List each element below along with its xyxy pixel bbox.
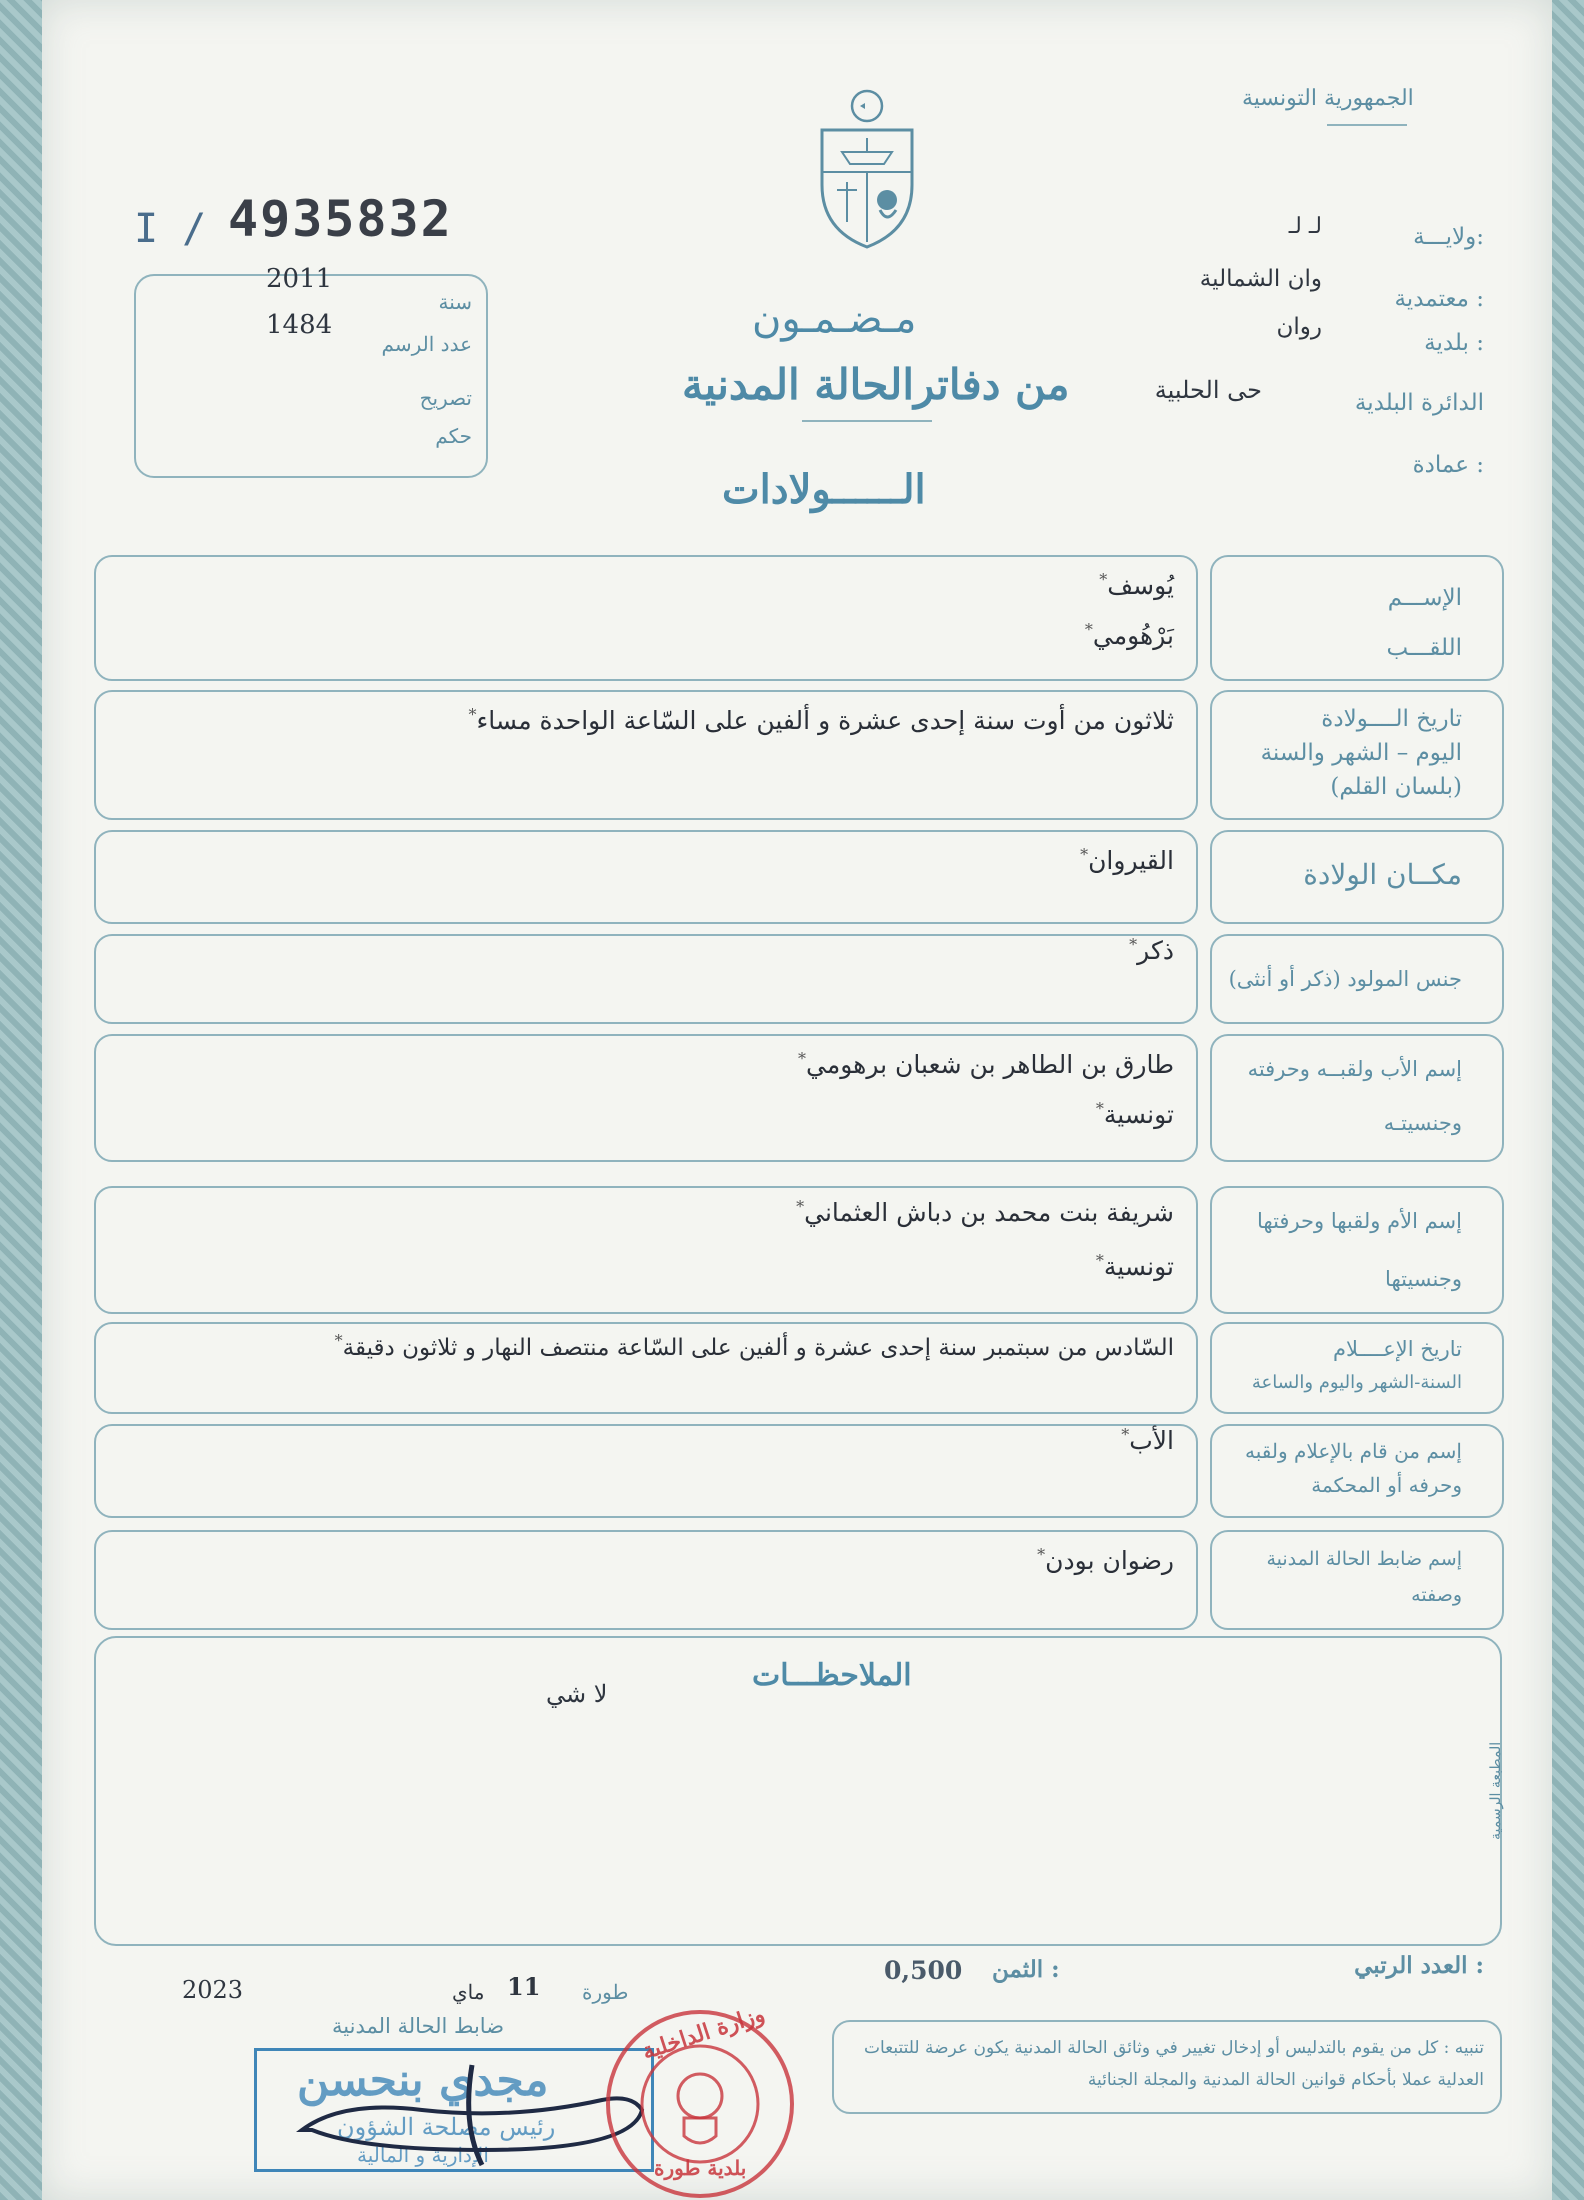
record-declaration-label: تصريح [419,386,472,410]
row-birthplace-value-box [94,830,1198,924]
row-declaration-date-label-1: تاريخ الإعــــلام [1333,1337,1462,1361]
price-label: الثمن : [992,1956,1060,1983]
motamadia-value: وان الشمالية [1199,266,1322,292]
row-father-value-1: طارق بن الطاهر بن شعبان برهومي * [798,1036,1174,1088]
printer-side-note: المطبعة الرسمية [1488,1741,1504,1840]
stamp-officer-name: مجدي بنحسن [297,2055,549,2106]
red-stamp-bottom-text: بلدية طورة [654,2156,747,2180]
row-gender-label-box [1210,934,1504,1024]
row-name-label-1: الإســـم [1387,585,1462,611]
row-declaration-date-value-box [94,1322,1198,1414]
row-name-label-2: اللقـــب [1386,635,1462,661]
row-declaration-date-label-box [1210,1322,1504,1414]
republic-underline [1327,124,1407,126]
stamp-officer-role2: الإدارية و المالية [357,2143,489,2167]
republic-name: الجمهورية التونسية [1242,86,1414,111]
record-number-value: 1484 [266,310,333,340]
omada-label: عمادة : [1412,452,1484,478]
municipality-stamp [602,2001,798,2200]
coat-of-arms-icon [812,82,922,252]
year-value: 2023 [182,1976,244,2004]
row-name-value-1: يُوسف * [1099,557,1174,609]
row-officer-value: رضوان بودن * [1037,1532,1174,1584]
row-birthplace-value: القيروان * [1080,832,1174,884]
serial-number: 4935832 [228,190,453,248]
row-declarant-label-2: وحرفه أو المحكمة [1311,1473,1462,1497]
row-birthplace-label-box [1210,830,1504,924]
record-box [134,264,488,478]
red-stamp-top-text: وزارة الداخلية [639,2001,768,2065]
warning-text: تنبيه : كل من يقوم بالتدليس أو إدخال تغيير في وثائق الحالة المدنية يكون عرضة للتتبعات العدلية عملا بأحكام قوانين الحالة المدنية والمجلة الجنائية [864,2038,1484,2090]
row-birthdate-label-1: تاريخ الــــولادة [1321,706,1462,732]
record-year-value: 2011 [266,264,333,294]
stamp-officer-role: رئيس مصلحة الشؤون [337,2113,556,2141]
day-value: 11 [507,1972,541,2001]
notes-box [94,1636,1502,1946]
month-value: ماي [452,1980,485,2004]
row-mother-label-box [1210,1186,1504,1314]
title-line1: مـضـمـون [752,296,917,342]
notes-value: لا شي [546,1680,608,1708]
row-declarant-label-1: إسم من قام بالإعلام ولقبه [1245,1439,1462,1463]
row-mother-value-box [94,1186,1198,1314]
row-name-label-box [1210,555,1504,681]
row-gender-value-box [94,934,1198,1024]
row-name-value-box [94,555,1198,681]
wilaya-label: ولايـــة: [1413,224,1484,250]
row-name-value-2: بَرْهُومي * [1085,607,1174,659]
warning-box [832,2020,1502,2114]
baladia-label: بلدية : [1424,330,1484,356]
row-declarant-label-box [1210,1424,1504,1518]
row-mother-label-2: وجنسيتها [1385,1267,1462,1291]
row-father-label-1: إسم الأب ولقبــه وحرفته [1247,1057,1462,1081]
row-gender-label: جنس المولود (ذكر أو أنثى) [1228,967,1462,991]
row-father-value-box [94,1034,1198,1162]
row-officer-value-box [94,1530,1198,1630]
baladia-value: روان [1276,314,1322,340]
row-father-label-2: وجنسيتـه [1383,1111,1462,1135]
serial-prefix: I / [134,206,207,252]
section-title: الــــــولادات [722,466,926,513]
reg-number-label: العدد الرتبي : [1354,1952,1484,1979]
row-declaration-date-label-2: السنة-الشهر واليوم والساعة [1251,1372,1462,1393]
row-birthdate-label-3: (بلسان القلم) [1330,774,1462,800]
place-label: طورة [582,1980,629,2004]
row-officer-label-box [1210,1530,1504,1630]
daira-value: حى الحلبية [1154,376,1262,404]
title-underline [802,420,932,422]
row-father-value-2: تونسية * [1096,1086,1174,1138]
row-birthdate-value-box [94,690,1198,820]
price-value: 0,500 [884,1956,963,1985]
record-number-label: عدد الرسم [381,332,472,356]
record-year-label: سنة [438,290,472,314]
row-declarant-value: الأب * [1121,1412,1174,1464]
row-declaration-date-value: السّادس من سبتمبر سنة إحدى عشرة و ألفين على السّاعة منتصف النهار و ثلاثون دقيقة * [335,1318,1174,1371]
certificate-paper [42,0,1552,2200]
row-birthdate-value: ثلاثون من أوت سنة إحدى عشرة و ألفين على السّاعة الواحدة مساء * [469,692,1174,744]
row-officer-label-1: إسم ضابط الحالة المدنية [1266,1548,1462,1570]
row-father-label-box [1210,1034,1504,1162]
row-birthdate-label-2: اليوم – الشهر والسنة [1260,740,1462,766]
row-gender-value: ذكر * [1129,922,1174,974]
row-birthplace-label: مكــان الولادة [1303,858,1462,891]
row-birthdate-label-box [1210,690,1504,820]
daira-label: الدائرة البلدية [1354,390,1484,416]
record-judgment-label: حكم [435,424,472,448]
row-mother-label-1: إسم الأم ولقبها وحرفتها [1257,1209,1462,1233]
row-mother-value-2: تونسية * [1096,1238,1174,1290]
motamadia-label: معتمدية : [1394,286,1484,312]
wilaya-value: لـ لـ [1288,214,1322,239]
title-line2: من دفاترالحالة المدنية [682,360,1070,409]
row-mother-value-1: شريفة بنت محمد بن دباش العثماني * [796,1184,1174,1236]
row-declarant-value-box [94,1424,1198,1518]
officer-label: ضابط الحالة المدنية [332,2014,505,2038]
notes-label: الملاحظـــات [752,1658,912,1693]
row-officer-label-2: وصفته [1411,1584,1462,1606]
